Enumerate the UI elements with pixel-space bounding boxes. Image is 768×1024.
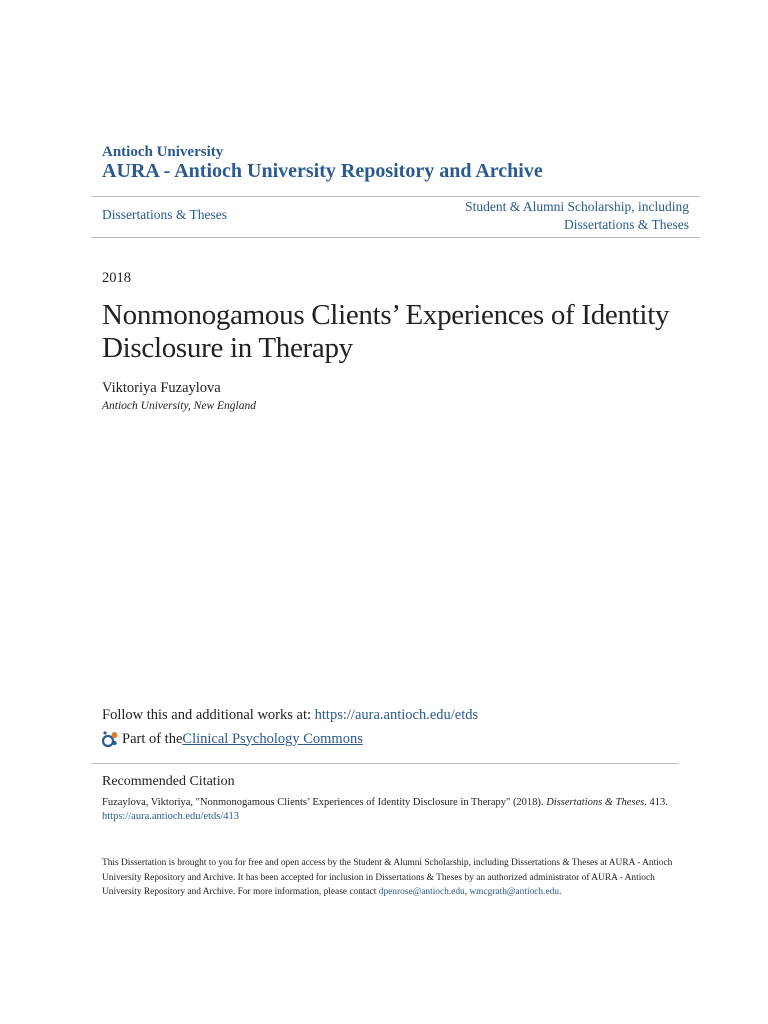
document-title: Nonmonogamous Clients’ Experiences of Identity Disclosure in Therapy	[102, 299, 670, 364]
statement-end: .	[559, 887, 562, 897]
email-separator: ,	[464, 887, 470, 897]
publication-year: 2018	[102, 270, 131, 286]
top-divider	[91, 196, 700, 197]
nav-divider	[91, 237, 700, 238]
commons-network-icon	[102, 730, 120, 748]
author-name: Viktoriya Fuzaylova	[102, 380, 221, 396]
author-affiliation: Antioch University, New England	[102, 400, 256, 412]
part-of-line	[102, 730, 363, 748]
email-link-dpenrose[interactable]: dpenrose@antioch.edu	[378, 887, 465, 897]
scholarship-link-line1: Student & Alumni Scholarship, including	[465, 199, 689, 214]
scholarship-link-line2: Dissertations & Theses	[564, 217, 689, 232]
citation-url-link[interactable]: https://aura.antioch.edu/etds/413	[102, 811, 240, 822]
email-link-wmcgrath[interactable]: wmcgrath@antioch.edu	[469, 887, 559, 897]
etds-url-link[interactable]: https://aura.antioch.edu/etds	[314, 707, 479, 723]
repository-title[interactable]: AURA - Antioch University Repository and Archive	[102, 160, 543, 182]
clinical-psychology-commons-link[interactable]: Clinical Psychology Commons	[182, 730, 363, 747]
citation-series: Dissertations & Theses	[546, 797, 645, 808]
follow-prefix: Follow this and additional works at:	[102, 707, 315, 723]
institution-name[interactable]: Antioch University	[102, 144, 224, 160]
dissertations-link[interactable]: Dissertations & Theses	[102, 207, 227, 222]
student-alumni-scholarship-link[interactable]	[465, 198, 689, 234]
citation-number: . 413.	[644, 797, 668, 808]
citation-divider	[91, 763, 679, 764]
follow-line	[102, 707, 478, 724]
access-statement	[102, 856, 682, 900]
citation-text	[102, 796, 682, 824]
citation-body: Fuzaylova, Viktoriya, "Nonmonogamous Clients’ Experiences of Identity Disclosure in Therapy" (2018).	[102, 797, 547, 808]
access-statement-text: This Dissertation is brought to you for free and open access by the Student & Alumni Scholarship, including Dissertations & Theses at AURA - Antioch University Repository and Archive. It has been accepted for inclusion in Dissertations & Theses by an authorized administrator of AURA - Antioch University Repository and Archive. For more information, please contact	[102, 858, 673, 897]
part-of-prefix: Part of the	[122, 730, 183, 747]
recommended-citation-heading: Recommended Citation	[102, 774, 235, 789]
